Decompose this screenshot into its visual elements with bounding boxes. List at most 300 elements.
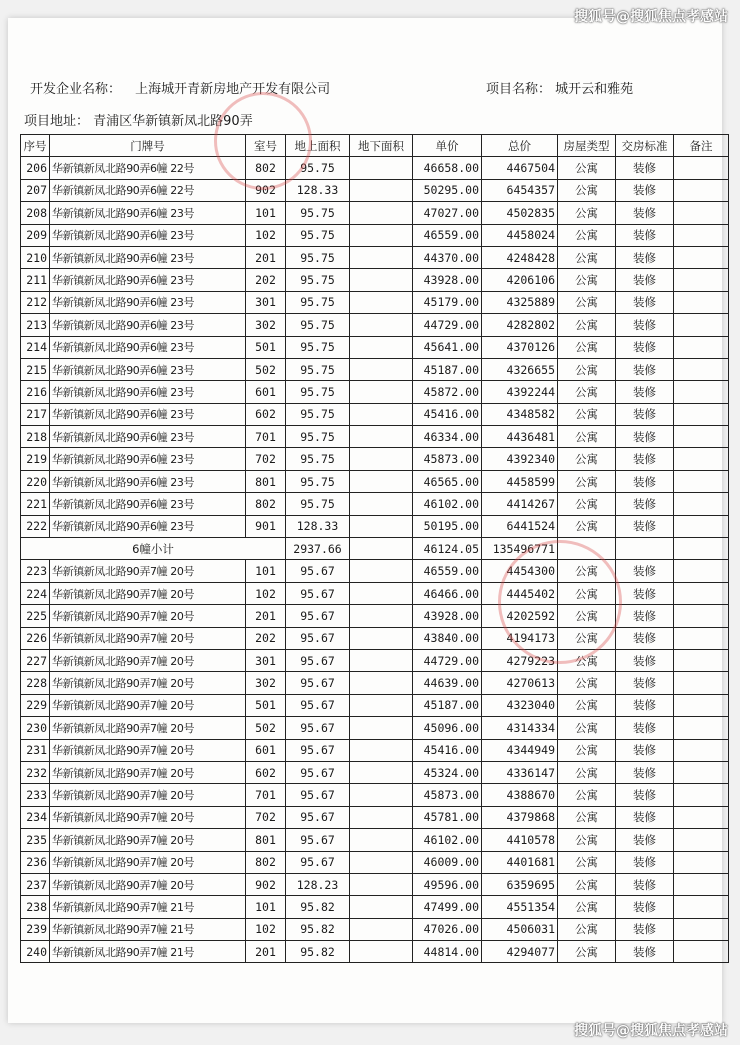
row-address: 华新镇新凤北路90弄7幢 21号 [50, 918, 246, 940]
row-delivery-standard: 装修 [616, 582, 674, 604]
row-below-area [350, 739, 413, 761]
row-total-price: 4326655 [482, 358, 558, 380]
row-room: 102 [246, 224, 286, 246]
row-above-area: 95.67 [286, 672, 350, 694]
column-header: 门牌号 [50, 135, 246, 157]
row-room: 502 [246, 717, 286, 739]
row-remark [674, 202, 729, 224]
row-room: 802 [246, 851, 286, 873]
row-below-area [350, 426, 413, 448]
row-house-type: 公寓 [558, 582, 616, 604]
row-house-type: 公寓 [558, 806, 616, 828]
row-remark [674, 470, 729, 492]
row-house-type: 公寓 [558, 784, 616, 806]
row-total-price: 4325889 [482, 291, 558, 313]
row-total-price: 4551354 [482, 896, 558, 918]
row-house-type: 公寓 [558, 627, 616, 649]
table-row [21, 403, 729, 425]
row-below-area [350, 582, 413, 604]
table-row [21, 627, 729, 649]
row-total-price: 4279223 [482, 649, 558, 671]
table-row [21, 202, 729, 224]
row-room: 301 [246, 291, 286, 313]
row-unit-price: 47499.00 [413, 896, 482, 918]
watermark-bottom: 搜狐号@搜狐焦点孝感站 [574, 1023, 728, 1039]
row-below-area [350, 873, 413, 895]
table-row [21, 470, 729, 492]
row-delivery-standard: 装修 [616, 851, 674, 873]
row-remark [674, 761, 729, 783]
row-remark [674, 291, 729, 313]
row-index: 237 [21, 873, 50, 895]
row-house-type: 公寓 [558, 761, 616, 783]
row-remark [674, 358, 729, 380]
row-unit-price: 45187.00 [413, 694, 482, 716]
column-header: 房屋类型 [558, 135, 616, 157]
price-table [20, 134, 729, 963]
row-below-area [350, 649, 413, 671]
row-above-area: 95.75 [286, 202, 350, 224]
row-unit-price: 43928.00 [413, 605, 482, 627]
row-total-price: 6454357 [482, 179, 558, 201]
row-delivery-standard: 装修 [616, 314, 674, 336]
row-below-area [350, 672, 413, 694]
row-index: 219 [21, 448, 50, 470]
row-delivery-standard: 装修 [616, 806, 674, 828]
row-remark [674, 381, 729, 403]
row-above-area: 95.75 [286, 224, 350, 246]
row-delivery-standard: 装修 [616, 672, 674, 694]
row-house-type: 公寓 [558, 560, 616, 582]
subtotal-delivery-standard [616, 538, 674, 560]
row-unit-price: 45187.00 [413, 358, 482, 380]
table-row [21, 314, 729, 336]
row-delivery-standard: 装修 [616, 761, 674, 783]
row-address: 华新镇新凤北路90弄6幢 23号 [50, 403, 246, 425]
row-unit-price: 43840.00 [413, 627, 482, 649]
row-remark [674, 649, 729, 671]
row-below-area [350, 761, 413, 783]
row-below-area [350, 806, 413, 828]
row-room: 201 [246, 246, 286, 268]
row-unit-price: 49596.00 [413, 873, 482, 895]
row-below-area [350, 605, 413, 627]
row-above-area: 95.75 [286, 493, 350, 515]
row-house-type: 公寓 [558, 694, 616, 716]
row-unit-price: 46466.00 [413, 582, 482, 604]
column-header: 地上面积 [286, 135, 350, 157]
row-above-area: 95.75 [286, 314, 350, 336]
row-total-price: 4379868 [482, 806, 558, 828]
row-address: 华新镇新凤北路90弄7幢 20号 [50, 784, 246, 806]
row-address: 华新镇新凤北路90弄6幢 23号 [50, 515, 246, 537]
table-row [21, 560, 729, 582]
row-below-area [350, 246, 413, 268]
row-below-area [350, 179, 413, 201]
row-below-area [350, 157, 413, 179]
address-label: 项目地址： [24, 114, 90, 129]
row-delivery-standard: 装修 [616, 829, 674, 851]
row-unit-price: 46102.00 [413, 829, 482, 851]
row-unit-price: 45781.00 [413, 806, 482, 828]
table-row [21, 896, 729, 918]
row-remark [674, 784, 729, 806]
row-total-price: 6441524 [482, 515, 558, 537]
row-index: 235 [21, 829, 50, 851]
row-above-area: 95.75 [286, 157, 350, 179]
row-room: 101 [246, 560, 286, 582]
table-row [21, 851, 729, 873]
row-unit-price: 47026.00 [413, 918, 482, 940]
row-above-area: 128.33 [286, 179, 350, 201]
row-remark [674, 560, 729, 582]
row-total-price: 4270613 [482, 672, 558, 694]
row-room: 201 [246, 941, 286, 963]
row-unit-price: 45641.00 [413, 336, 482, 358]
row-index: 207 [21, 179, 50, 201]
table-row [21, 493, 729, 515]
row-total-price: 6359695 [482, 873, 558, 895]
row-index: 232 [21, 761, 50, 783]
row-index: 240 [21, 941, 50, 963]
subtotal-area: 2937.66 [286, 538, 350, 560]
row-remark [674, 896, 729, 918]
row-above-area: 95.67 [286, 694, 350, 716]
row-delivery-standard: 装修 [616, 941, 674, 963]
row-room: 101 [246, 202, 286, 224]
row-room: 702 [246, 448, 286, 470]
row-house-type: 公寓 [558, 649, 616, 671]
row-index: 218 [21, 426, 50, 448]
row-room: 901 [246, 515, 286, 537]
row-total-price: 4282802 [482, 314, 558, 336]
row-address: 华新镇新凤北路90弄7幢 20号 [50, 560, 246, 582]
row-room: 902 [246, 873, 286, 895]
row-total-price: 4248428 [482, 246, 558, 268]
row-index: 223 [21, 560, 50, 582]
row-room: 602 [246, 761, 286, 783]
row-house-type: 公寓 [558, 739, 616, 761]
row-address: 华新镇新凤北路90弄7幢 20号 [50, 649, 246, 671]
table-row [21, 739, 729, 761]
row-house-type: 公寓 [558, 381, 616, 403]
row-above-area: 95.67 [286, 739, 350, 761]
table-row [21, 672, 729, 694]
row-below-area [350, 224, 413, 246]
row-below-area [350, 470, 413, 492]
column-header: 单价 [413, 135, 482, 157]
row-remark [674, 694, 729, 716]
row-address: 华新镇新凤北路90弄7幢 21号 [50, 941, 246, 963]
row-above-area: 95.75 [286, 246, 350, 268]
row-delivery-standard: 装修 [616, 493, 674, 515]
row-below-area [350, 202, 413, 224]
row-address: 华新镇新凤北路90弄6幢 23号 [50, 291, 246, 313]
row-remark [674, 627, 729, 649]
row-room: 801 [246, 829, 286, 851]
developer-value: 上海城开青新房地产开发有限公司 [135, 82, 331, 97]
row-address: 华新镇新凤北路90弄7幢 20号 [50, 605, 246, 627]
row-address: 华新镇新凤北路90弄7幢 20号 [50, 851, 246, 873]
row-room: 801 [246, 470, 286, 492]
subtotal-label: 6幢小计 [21, 538, 286, 560]
row-room: 902 [246, 179, 286, 201]
row-unit-price: 46565.00 [413, 470, 482, 492]
row-address: 华新镇新凤北路90弄7幢 20号 [50, 806, 246, 828]
row-delivery-standard: 装修 [616, 336, 674, 358]
row-index: 230 [21, 717, 50, 739]
row-index: 236 [21, 851, 50, 873]
row-room: 501 [246, 336, 286, 358]
row-address: 华新镇新凤北路90弄6幢 23号 [50, 470, 246, 492]
row-index: 229 [21, 694, 50, 716]
subtotal-remark [674, 538, 729, 560]
row-unit-price: 50195.00 [413, 515, 482, 537]
row-index: 217 [21, 403, 50, 425]
row-address: 华新镇新凤北路90弄7幢 20号 [50, 627, 246, 649]
table-row [21, 358, 729, 380]
row-house-type: 公寓 [558, 269, 616, 291]
row-delivery-standard: 装修 [616, 873, 674, 895]
row-address: 华新镇新凤北路90弄7幢 20号 [50, 829, 246, 851]
row-delivery-standard: 装修 [616, 605, 674, 627]
row-above-area: 95.67 [286, 582, 350, 604]
row-delivery-standard: 装修 [616, 515, 674, 537]
address-value: 青浦区华新镇新凤北路90弄 [93, 114, 253, 129]
row-address: 华新镇新凤北路90弄6幢 23号 [50, 448, 246, 470]
table-row [21, 246, 729, 268]
row-room: 302 [246, 672, 286, 694]
table-row [21, 336, 729, 358]
row-delivery-standard: 装修 [616, 717, 674, 739]
table-row [21, 829, 729, 851]
row-remark [674, 448, 729, 470]
row-remark [674, 224, 729, 246]
row-unit-price: 45416.00 [413, 403, 482, 425]
row-above-area: 95.67 [286, 649, 350, 671]
row-total-price: 4392340 [482, 448, 558, 470]
row-delivery-standard: 装修 [616, 179, 674, 201]
row-room: 601 [246, 381, 286, 403]
row-delivery-standard: 装修 [616, 896, 674, 918]
row-remark [674, 717, 729, 739]
row-total-price: 4502835 [482, 202, 558, 224]
subtotal-unit-price: 46124.05 [413, 538, 482, 560]
row-room: 502 [246, 358, 286, 380]
row-remark [674, 873, 729, 895]
row-total-price: 4458024 [482, 224, 558, 246]
row-house-type: 公寓 [558, 179, 616, 201]
row-delivery-standard: 装修 [616, 739, 674, 761]
row-below-area [350, 784, 413, 806]
row-address: 华新镇新凤北路90弄6幢 23号 [50, 336, 246, 358]
row-below-area [350, 314, 413, 336]
row-remark [674, 941, 729, 963]
row-remark [674, 918, 729, 940]
project-label: 项目名称： [486, 82, 552, 97]
table-row [21, 291, 729, 313]
row-unit-price: 44639.00 [413, 672, 482, 694]
table-row [21, 224, 729, 246]
row-total-price: 4458599 [482, 470, 558, 492]
row-below-area [350, 896, 413, 918]
row-remark [674, 582, 729, 604]
table-row [21, 806, 729, 828]
row-below-area [350, 627, 413, 649]
row-house-type: 公寓 [558, 202, 616, 224]
row-total-price: 4410578 [482, 829, 558, 851]
row-total-price: 4445402 [482, 582, 558, 604]
row-unit-price: 44370.00 [413, 246, 482, 268]
row-above-area: 95.67 [286, 829, 350, 851]
row-total-price: 4414267 [482, 493, 558, 515]
row-total-price: 4348582 [482, 403, 558, 425]
row-index: 233 [21, 784, 50, 806]
row-address: 华新镇新凤北路90弄6幢 23号 [50, 269, 246, 291]
row-room: 802 [246, 157, 286, 179]
table-row [21, 515, 729, 537]
row-index: 225 [21, 605, 50, 627]
table-row [21, 784, 729, 806]
row-index: 234 [21, 806, 50, 828]
row-room: 501 [246, 694, 286, 716]
row-below-area [350, 448, 413, 470]
column-header: 总价 [482, 135, 558, 157]
row-delivery-standard: 装修 [616, 470, 674, 492]
row-unit-price: 46658.00 [413, 157, 482, 179]
row-total-price: 4506031 [482, 918, 558, 940]
row-house-type: 公寓 [558, 941, 616, 963]
row-address: 华新镇新凤北路90弄6幢 22号 [50, 179, 246, 201]
table-row [21, 605, 729, 627]
row-address: 华新镇新凤北路90弄7幢 20号 [50, 582, 246, 604]
row-address: 华新镇新凤北路90弄6幢 23号 [50, 493, 246, 515]
row-room: 201 [246, 605, 286, 627]
column-header: 室号 [246, 135, 286, 157]
row-remark [674, 829, 729, 851]
row-total-price: 4392244 [482, 381, 558, 403]
row-house-type: 公寓 [558, 918, 616, 940]
row-house-type: 公寓 [558, 470, 616, 492]
row-above-area: 95.67 [286, 627, 350, 649]
row-delivery-standard: 装修 [616, 224, 674, 246]
row-above-area: 95.75 [286, 336, 350, 358]
row-house-type: 公寓 [558, 515, 616, 537]
row-remark [674, 806, 729, 828]
row-house-type: 公寓 [558, 448, 616, 470]
row-index: 227 [21, 649, 50, 671]
row-above-area: 95.75 [286, 403, 350, 425]
subtotal-row [21, 538, 729, 560]
row-below-area [350, 291, 413, 313]
row-below-area [350, 829, 413, 851]
row-house-type: 公寓 [558, 336, 616, 358]
row-delivery-standard: 装修 [616, 448, 674, 470]
row-house-type: 公寓 [558, 358, 616, 380]
table-row [21, 941, 729, 963]
row-delivery-standard: 装修 [616, 694, 674, 716]
row-house-type: 公寓 [558, 896, 616, 918]
row-unit-price: 50295.00 [413, 179, 482, 201]
row-unit-price: 46334.00 [413, 426, 482, 448]
row-unit-price: 45416.00 [413, 739, 482, 761]
row-remark [674, 157, 729, 179]
column-header: 交房标准 [616, 135, 674, 157]
row-address: 华新镇新凤北路90弄7幢 20号 [50, 672, 246, 694]
row-below-area [350, 918, 413, 940]
developer-line [30, 78, 330, 97]
row-unit-price: 45096.00 [413, 717, 482, 739]
row-index: 215 [21, 358, 50, 380]
row-house-type: 公寓 [558, 873, 616, 895]
row-above-area: 95.82 [286, 918, 350, 940]
row-room: 101 [246, 896, 286, 918]
row-total-price: 4436481 [482, 426, 558, 448]
table-row [21, 717, 729, 739]
row-address: 华新镇新凤北路90弄6幢 23号 [50, 314, 246, 336]
row-index: 216 [21, 381, 50, 403]
row-above-area: 95.75 [286, 358, 350, 380]
row-index: 228 [21, 672, 50, 694]
address-line [24, 110, 253, 129]
row-remark [674, 515, 729, 537]
row-house-type: 公寓 [558, 314, 616, 336]
row-index: 220 [21, 470, 50, 492]
row-below-area [350, 851, 413, 873]
row-house-type: 公寓 [558, 157, 616, 179]
row-house-type: 公寓 [558, 851, 616, 873]
row-above-area: 95.75 [286, 448, 350, 470]
row-unit-price: 44729.00 [413, 649, 482, 671]
table-row [21, 582, 729, 604]
row-remark [674, 851, 729, 873]
row-index: 222 [21, 515, 50, 537]
row-room: 802 [246, 493, 286, 515]
row-remark [674, 246, 729, 268]
row-total-price: 4336147 [482, 761, 558, 783]
row-remark [674, 493, 729, 515]
row-address: 华新镇新凤北路90弄6幢 23号 [50, 202, 246, 224]
row-house-type: 公寓 [558, 426, 616, 448]
row-house-type: 公寓 [558, 246, 616, 268]
table-row [21, 649, 729, 671]
row-total-price: 4202592 [482, 605, 558, 627]
row-total-price: 4467504 [482, 157, 558, 179]
row-index: 238 [21, 896, 50, 918]
watermark-top: 搜狐号@搜狐焦点孝感站 [574, 9, 728, 25]
row-below-area [350, 694, 413, 716]
row-remark [674, 426, 729, 448]
table-row [21, 157, 729, 179]
row-room: 102 [246, 582, 286, 604]
row-room: 701 [246, 426, 286, 448]
row-delivery-standard: 装修 [616, 403, 674, 425]
row-index: 213 [21, 314, 50, 336]
row-delivery-standard: 装修 [616, 291, 674, 313]
row-unit-price: 46559.00 [413, 560, 482, 582]
row-unit-price: 43928.00 [413, 269, 482, 291]
row-address: 华新镇新凤北路90弄6幢 23号 [50, 426, 246, 448]
row-house-type: 公寓 [558, 672, 616, 694]
row-house-type: 公寓 [558, 605, 616, 627]
row-below-area [350, 403, 413, 425]
row-above-area: 95.67 [286, 806, 350, 828]
project-value: 城开云和雅苑 [555, 82, 634, 97]
row-unit-price: 45873.00 [413, 448, 482, 470]
row-index: 209 [21, 224, 50, 246]
row-house-type: 公寓 [558, 493, 616, 515]
row-address: 华新镇新凤北路90弄7幢 21号 [50, 896, 246, 918]
